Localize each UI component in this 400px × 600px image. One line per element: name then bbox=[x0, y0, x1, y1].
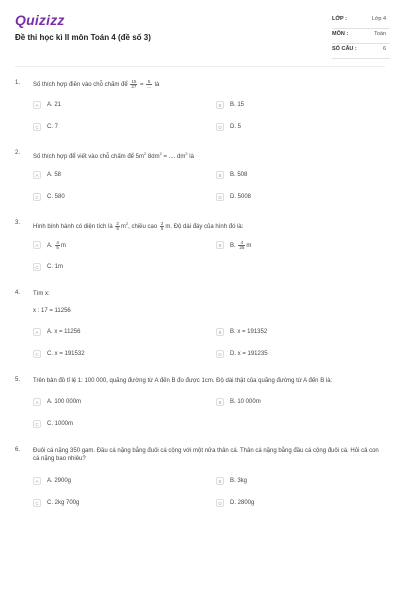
option-text: B. 15 bbox=[230, 102, 245, 108]
option-letter-box: A bbox=[33, 477, 41, 485]
question-number: 6. bbox=[15, 447, 21, 453]
option-a[interactable] bbox=[33, 240, 66, 250]
option-letter-box: B bbox=[216, 101, 224, 109]
option-a[interactable] bbox=[33, 397, 81, 407]
option-a[interactable] bbox=[33, 170, 61, 180]
option-letter-box: C bbox=[33, 193, 41, 201]
fraction bbox=[146, 80, 152, 89]
numerator: 4 bbox=[238, 241, 245, 246]
option-text: C. 580 bbox=[47, 194, 65, 200]
meta-key: LỚP : bbox=[332, 16, 347, 22]
option-letter-box: A bbox=[33, 101, 41, 109]
question-text-part: 8dm bbox=[146, 154, 160, 160]
superscript: 2 bbox=[125, 221, 129, 226]
option-c[interactable] bbox=[33, 192, 65, 202]
fraction bbox=[115, 222, 120, 231]
question-text-part: m bbox=[120, 224, 126, 230]
numerator: 2 bbox=[116, 220, 119, 226]
option-label: B. bbox=[230, 242, 236, 249]
option-letter-box: A bbox=[33, 328, 41, 336]
option-d[interactable] bbox=[216, 192, 251, 202]
meta-key: SỐ CÂU : bbox=[332, 46, 357, 52]
question-text-part: Số thích hợp điền vào chỗ chấm để bbox=[33, 82, 128, 89]
option-letter-box: A bbox=[33, 241, 41, 249]
option-c[interactable] bbox=[33, 498, 79, 508]
numerator: 5 bbox=[147, 79, 151, 84]
question-text-part: là bbox=[187, 154, 194, 160]
question-text-part: Hình bình hành có diện tích là bbox=[33, 224, 113, 230]
option-text: B. x = 191352 bbox=[230, 329, 268, 335]
option-text: A. 58 bbox=[47, 172, 62, 178]
option-text: B. 3kg bbox=[230, 478, 248, 484]
question-number: 1. bbox=[15, 80, 21, 86]
option-letter-box: C bbox=[33, 123, 41, 131]
question-text bbox=[33, 150, 385, 161]
meta-row-subject bbox=[332, 29, 390, 44]
denominator: 5 bbox=[116, 225, 119, 231]
question-number: 2. bbox=[15, 150, 21, 156]
question-number: 5. bbox=[15, 377, 21, 383]
question-number: 3. bbox=[15, 220, 21, 226]
meta-box bbox=[332, 14, 390, 59]
option-text: D. 2800g bbox=[230, 500, 255, 506]
fraction bbox=[130, 80, 137, 89]
option-b[interactable] bbox=[216, 170, 247, 180]
option-letter-box: D bbox=[216, 499, 224, 507]
meta-row-count bbox=[332, 44, 390, 59]
option-c[interactable] bbox=[33, 262, 63, 272]
option-text: C. 2kg 700g bbox=[47, 500, 80, 506]
question-text bbox=[33, 220, 385, 231]
option-text: D. 5 bbox=[230, 124, 242, 130]
question-number: 4. bbox=[15, 290, 21, 296]
question-text-part: Số thích hợp để viết vào chỗ chấm để 5m bbox=[33, 154, 144, 160]
option-letter-box: B bbox=[216, 171, 224, 179]
meta-value: Lớp 4 bbox=[371, 16, 386, 22]
option-letter-box: D bbox=[216, 350, 224, 358]
meta-row-grade bbox=[332, 14, 390, 29]
option-text: C. 1000m bbox=[47, 421, 74, 427]
question-text-part: , chiều cao bbox=[128, 224, 158, 230]
option-letter-box: D bbox=[216, 123, 224, 131]
option-b[interactable] bbox=[216, 476, 247, 486]
denominator: 5 bbox=[160, 225, 164, 231]
option-text: A. 21 bbox=[47, 102, 62, 108]
option-d[interactable] bbox=[216, 498, 254, 508]
option-letter-box: A bbox=[33, 171, 41, 179]
option-text: C. 1m bbox=[47, 264, 64, 270]
option-text: D. 5008 bbox=[230, 194, 252, 200]
quizizz-logo: Quizizz bbox=[15, 12, 65, 28]
denominator: 27 bbox=[131, 84, 137, 89]
superscript: 2 bbox=[144, 151, 147, 156]
superscript: 2 bbox=[185, 151, 188, 156]
option-b[interactable] bbox=[216, 397, 261, 407]
option-b[interactable] bbox=[216, 240, 251, 250]
question-text: Trên bản đồ tỉ lệ 1: 100 000, quãng đường từ A đến B đo được 1cm. Độ dài thật của quãng đường từ A đến B là: bbox=[33, 378, 333, 384]
meta-value: Toán bbox=[374, 31, 386, 37]
fraction bbox=[160, 222, 165, 231]
question-equation: x : 17 = 11256 bbox=[33, 308, 71, 314]
option-letter-box: B bbox=[216, 241, 224, 249]
header-divider bbox=[15, 66, 385, 67]
option-letter-box: C bbox=[33, 499, 41, 507]
option-a[interactable] bbox=[33, 327, 80, 337]
numerator: 2 bbox=[160, 220, 164, 226]
option-letter-box: B bbox=[216, 328, 224, 336]
question-text-part: m. Độ dài đáy của hình đó là: bbox=[165, 224, 244, 230]
meta-value: 6 bbox=[382, 46, 386, 52]
option-a[interactable] bbox=[33, 100, 61, 110]
question-text: Đuôi cá nặng 350 gam. Đầu cá nặng bằng đuôi cá cộng với một nửa thân cá. Thân cá nặng bằng đầu cá cộng đuôi cá. Hỏi cả con cá nặng bao nhiêu? bbox=[33, 448, 379, 462]
option-b[interactable] bbox=[216, 100, 244, 110]
option-label: A. bbox=[47, 242, 53, 249]
fraction bbox=[55, 241, 60, 250]
option-text: A. x = 11256 bbox=[47, 329, 81, 335]
unit: m bbox=[60, 242, 66, 249]
option-text: C. x = 191532 bbox=[47, 351, 85, 357]
option-letter-box: C bbox=[33, 350, 41, 358]
superscript: 2 bbox=[159, 151, 162, 156]
denominator: 5 bbox=[56, 244, 59, 250]
numerator: 15 bbox=[131, 79, 137, 84]
option-text: B. 10 000m bbox=[230, 399, 261, 405]
question-text-part: = bbox=[140, 82, 144, 89]
option-letter-box: A bbox=[33, 398, 41, 406]
numerator: 4 bbox=[56, 239, 59, 245]
meta-key: MÔN : bbox=[332, 31, 349, 37]
question-text: Tìm x: bbox=[33, 291, 50, 297]
option-text bbox=[47, 241, 66, 250]
option-text: A. 100 000m bbox=[47, 399, 82, 405]
option-d[interactable] bbox=[216, 349, 268, 359]
denominator: 25 bbox=[239, 244, 245, 250]
option-text: D. x = 191235 bbox=[230, 351, 268, 357]
option-letter-box: B bbox=[216, 398, 224, 406]
option-a[interactable] bbox=[33, 476, 71, 486]
option-letter-box: B bbox=[216, 477, 224, 485]
option-c[interactable] bbox=[33, 419, 73, 429]
fraction bbox=[238, 241, 245, 250]
option-c[interactable] bbox=[33, 122, 58, 132]
question-text-part: là bbox=[154, 82, 160, 89]
option-letter-box: D bbox=[216, 193, 224, 201]
option-text bbox=[230, 241, 251, 250]
option-text: A. 2900g bbox=[47, 478, 72, 484]
denominator: ... bbox=[147, 84, 151, 89]
option-c[interactable] bbox=[33, 349, 85, 359]
option-b[interactable] bbox=[216, 327, 267, 337]
option-text: B. 508 bbox=[230, 172, 248, 178]
option-d[interactable] bbox=[216, 122, 241, 132]
unit: m bbox=[246, 242, 252, 249]
question-text bbox=[33, 80, 385, 89]
question-text-part: = .... dm bbox=[161, 154, 186, 160]
option-letter-box: C bbox=[33, 263, 41, 271]
worksheet-title: Đề thi học kì II môn Toán 4 (đề số 3) bbox=[15, 33, 151, 42]
option-text: C. 7 bbox=[47, 124, 59, 130]
option-letter-box: C bbox=[33, 420, 41, 428]
